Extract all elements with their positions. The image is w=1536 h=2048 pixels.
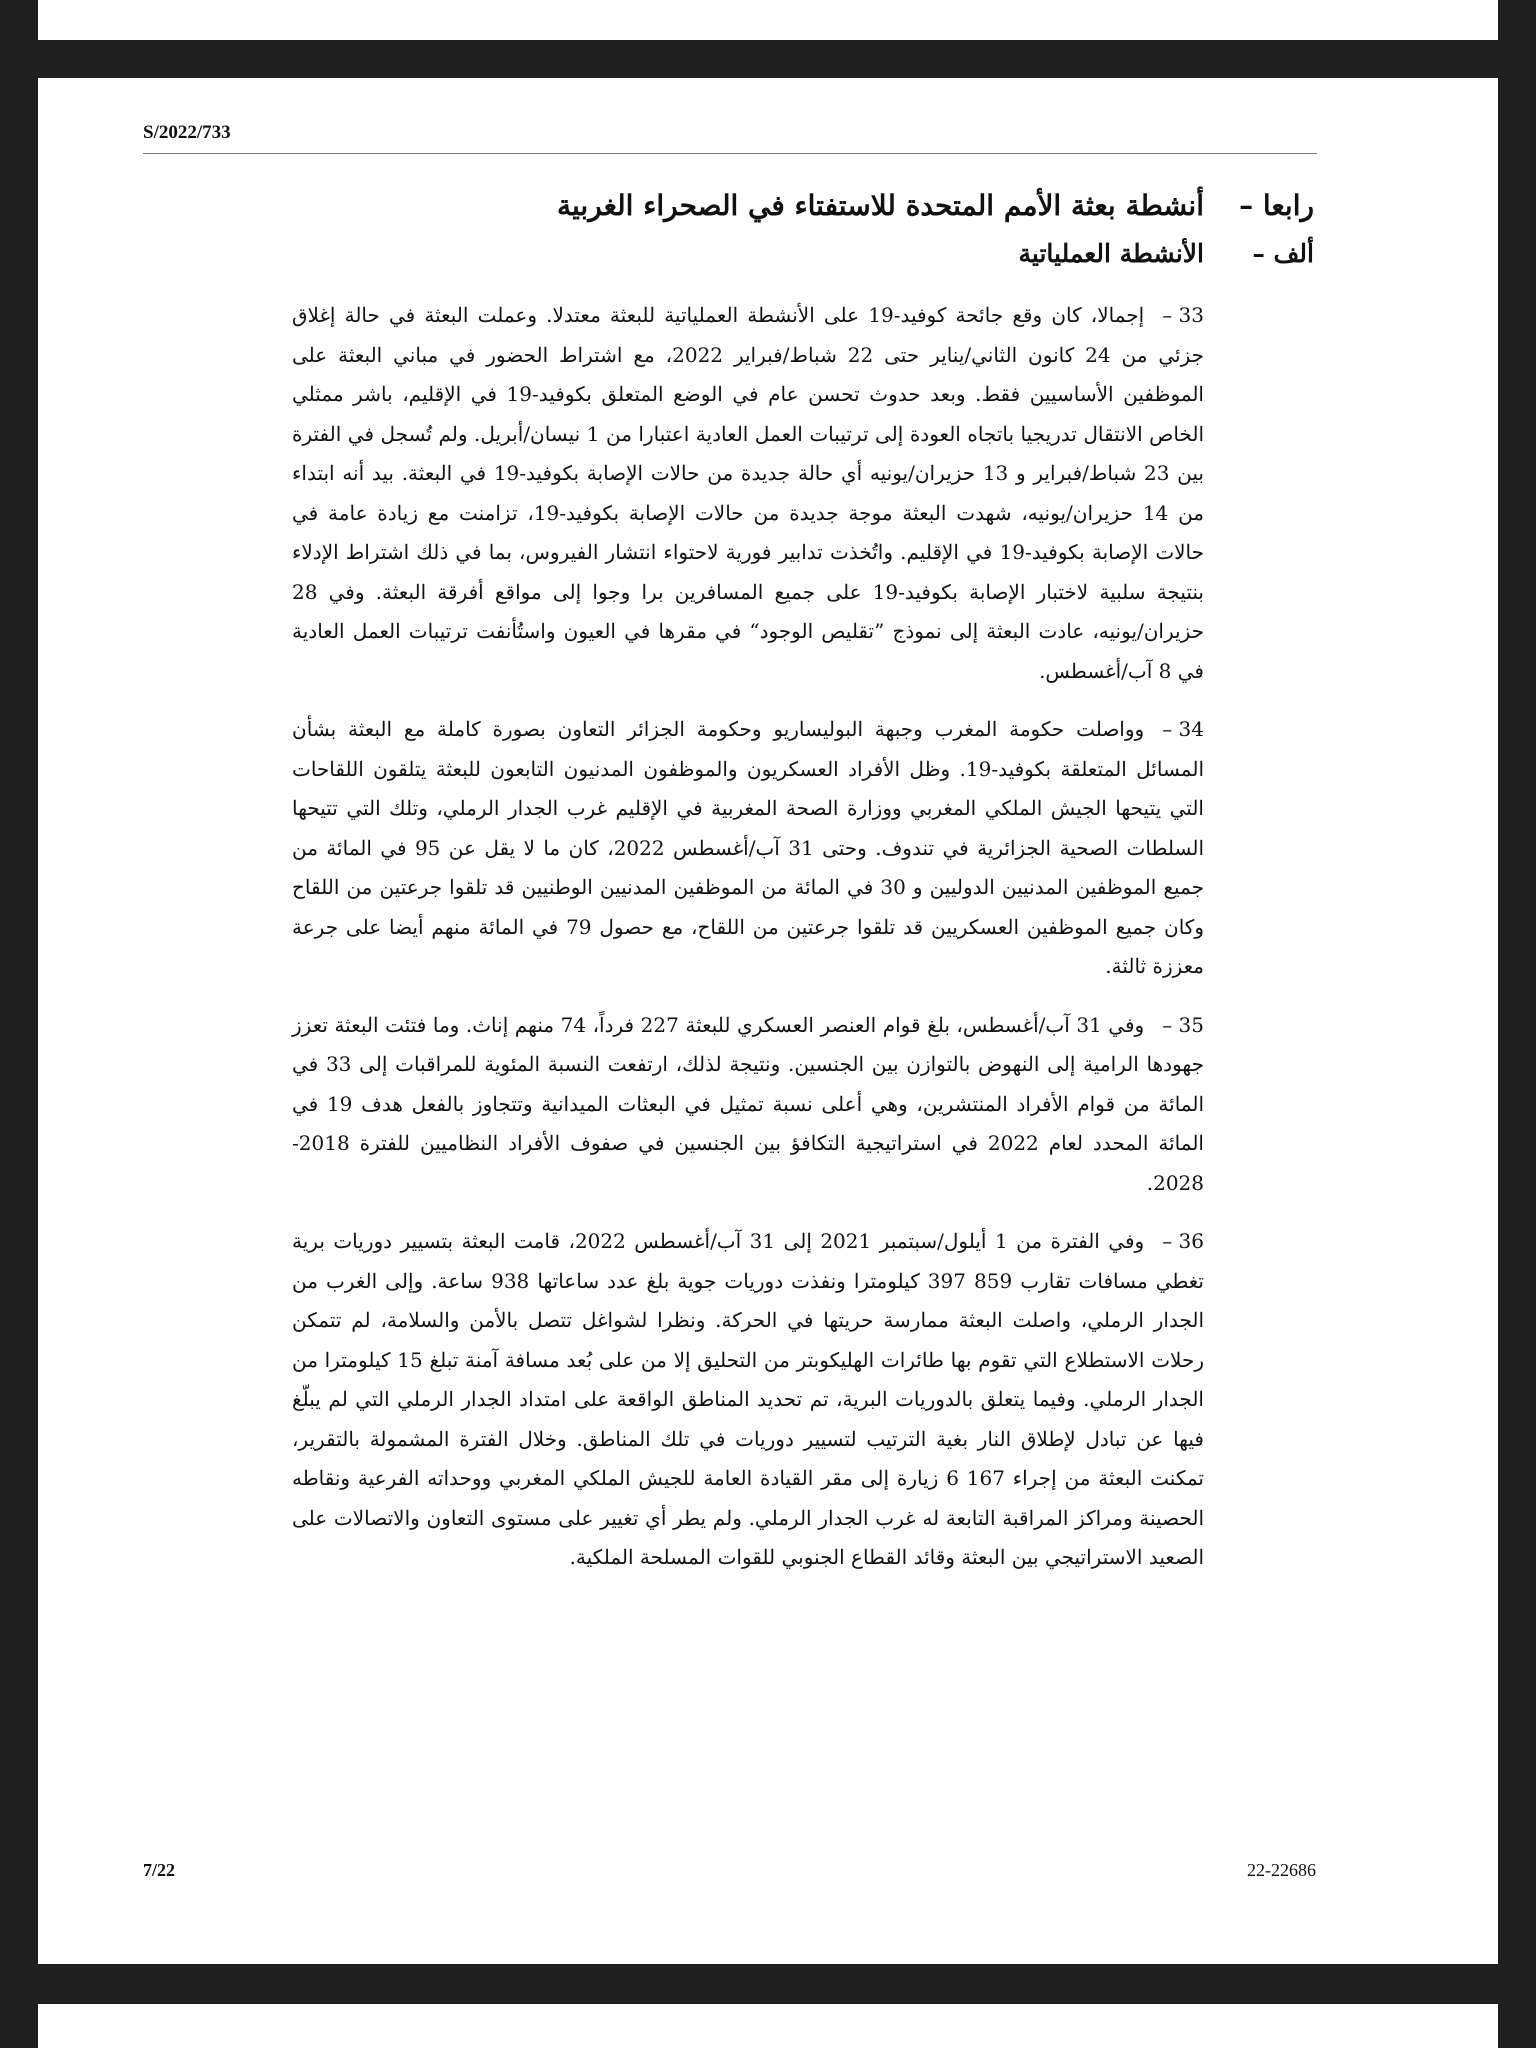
section-number: رابعا – (1239, 189, 1314, 222)
page-content (292, 180, 1314, 1597)
paragraph-text: وفي 31 آب/أغسطس، بلغ قوام العنصر العسكري للبعثة 227 فرداً، 74 منهم إناث. وما فتئت البعثة تعزز جهودها الرامية إلى النهوض بالتوازن بين الجنسين. ونتيجة لذلك، ارتفعت النسبة المئوية للمراقبات إلى 33 في المائة من قوام الأفراد المنتشرين، وهي أعلى نسبة تمثيل في البعثات الميدانية وتتجاوز بالفعل هدف 19 في المائة المحدد لعام 2022 في استراتيجية التكافؤ بين الجنسين في صفوف الأفراد النظاميين للفترة 2018-2028. (292, 1012, 1204, 1195)
paragraph-text: وفي الفترة من 1 أيلول/سبتمبر 2021 إلى 31 آب/أغسطس 2022، قامت البعثة بتسيير دوريات برية تغطي مسافات تقارب 859 397 كيلومترا ونفذت دوريات جوية بلغ عدد ساعاتها 938 ساعة. وإلى الغرب من الجدار الرملي، واصلت البعثة ممارسة حريتها في الحركة. ونظرا لشواغل تتصل بالأمن والسلامة، لم تتمكن رحلات الاستطلاع التي تقوم بها طائرات الهليكوبتر من التحليق إلا من على بُعد مسافة آمنة تبلغ 15 كيلومترا من الجدار الرملي. وفيما يتعلق بالدوريات البرية، تم تحديد المناطق الواقعة على امتداد الجدار الرملي التي لم يبلّغ فيها عن تبادل لإطلاق النار بغية الترتيب لتسيير دوريات في تلك المناطق. وخلال الفترة المشمولة بالتقرير، تمكنت البعثة من إجراء 167 6 زيارة إلى مقر القيادة العامة للجيش الملكي المغربي ووحداته الفرعية ونقاطه الحصينة ومراكز المراقبة التابعة له غرب الجدار الرملي. ولم يطر أي تغيير على مستوى التعاون والاتصالات على الصعيد الاستراتيجي بين البعثة وقائد القطاع الجنوبي للقوات المسلحة الملكية. (292, 1229, 1204, 1569)
subsection-title: الأنشطة العملياتية (1018, 239, 1204, 268)
subsection-number: ألف – (1252, 239, 1314, 268)
document-reference: S/2022/733 (143, 122, 231, 143)
paragraph-35 (292, 1006, 1204, 1204)
document-code: 22-22686 (1247, 1860, 1316, 1880)
paragraph-33 (292, 296, 1204, 691)
previous-page-edge (38, 0, 1498, 40)
paragraph-number: 35 – (1162, 1012, 1204, 1037)
paragraph-text: إجمالا، كان وقع جائحة كوفيد-19 على الأنشطة العملياتية للبعثة معتدلا. وعملت البعثة في حالة إغلاق جزئي من 24 كانون الثاني/يناير حتى 22 شباط/فبراير 2022، مع اشتراط الحضور في مباني البعثة على الموظفين الأساسيين فقط. وبعد حدوث تحسن عام في الوضع المتعلق بكوفيد-19 في الإقليم، باشر ممثلي الخاص الانتقال تدريجيا باتجاه العودة إلى ترتيبات العمل العادية اعتبارا من 1 نيسان/أبريل. ولم تُسجل في الفترة بين 23 شباط/فبراير و 13 حزيران/يونيه أي حالة جديدة من حالات الإصابة بكوفيد-19 في البعثة. بيد أنه ابتداء من 14 حزيران/يونيه، شهدت البعثة موجة جديدة من حالات الإصابة بكوفيد-19، تزامنت مع زيادة عامة في حالات الإصابة بكوفيد-19 في الإقليم. واتُخذت تدابير فورية لاحتواء انتشار الفيروس، بما في ذلك اشتراط الإدلاء بنتيجة سلبية لاختبار الإصابة بكوفيد-19 على جميع المسافرين برا وجوا إلى مواقع أفرقة البعثة. وفي 28 حزيران/يونيه، عادت البعثة إلى نموذج ”تقليص الوجود“ في مقرها في العيون واستُأنفت ترتيبات العمل العادية في 8 آب/أغسطس. (292, 303, 1205, 683)
header-divider (143, 153, 1317, 154)
paragraph-number: 34 – (1162, 717, 1204, 741)
paragraph-number: 33 – (1162, 303, 1204, 327)
paragraph-34 (292, 710, 1204, 987)
section-heading (292, 186, 1314, 226)
next-page-edge (38, 2004, 1498, 2048)
section-title: أنشطة بعثة الأمم المتحدة للاستفتاء في الصحراء الغربية (556, 189, 1204, 222)
paragraph-text: وواصلت حكومة المغرب وجبهة البوليساريو وحكومة الجزائر التعاون بصورة كاملة مع البعثة بشأن المسائل المتعلقة بكوفيد-19. وظل الأفراد العسكريون والموظفون المدنيون التابعون للبعثة يتلقون اللقاحات التي يتيحها الجيش الملكي المغربي ووزارة الصحة المغربية في الإقليم غرب الجدار الرملي، وتلك التي تتيحها السلطات الصحية الجزائرية في تندوف. وحتى 31 آب/أغسطس 2022، كان ما لا يقل عن 95 في المائة من جميع الموظفين المدنيين الدوليين و 30 في المائة من الموظفين المدنيين الوطنيين قد تلقوا جرعتين من اللقاح وكان جميع الموظفين العسكريين قد تلقوا جرعتين من اللقاح، مع حصول 79 في المائة منهم أيضا على جرعة معززة ثالثة. (292, 717, 1205, 978)
paragraph-number: 36 – (1162, 1229, 1204, 1253)
paragraph-36 (292, 1222, 1204, 1578)
page-number: 7/22 (143, 1860, 176, 1880)
subsection-heading (292, 234, 1314, 274)
